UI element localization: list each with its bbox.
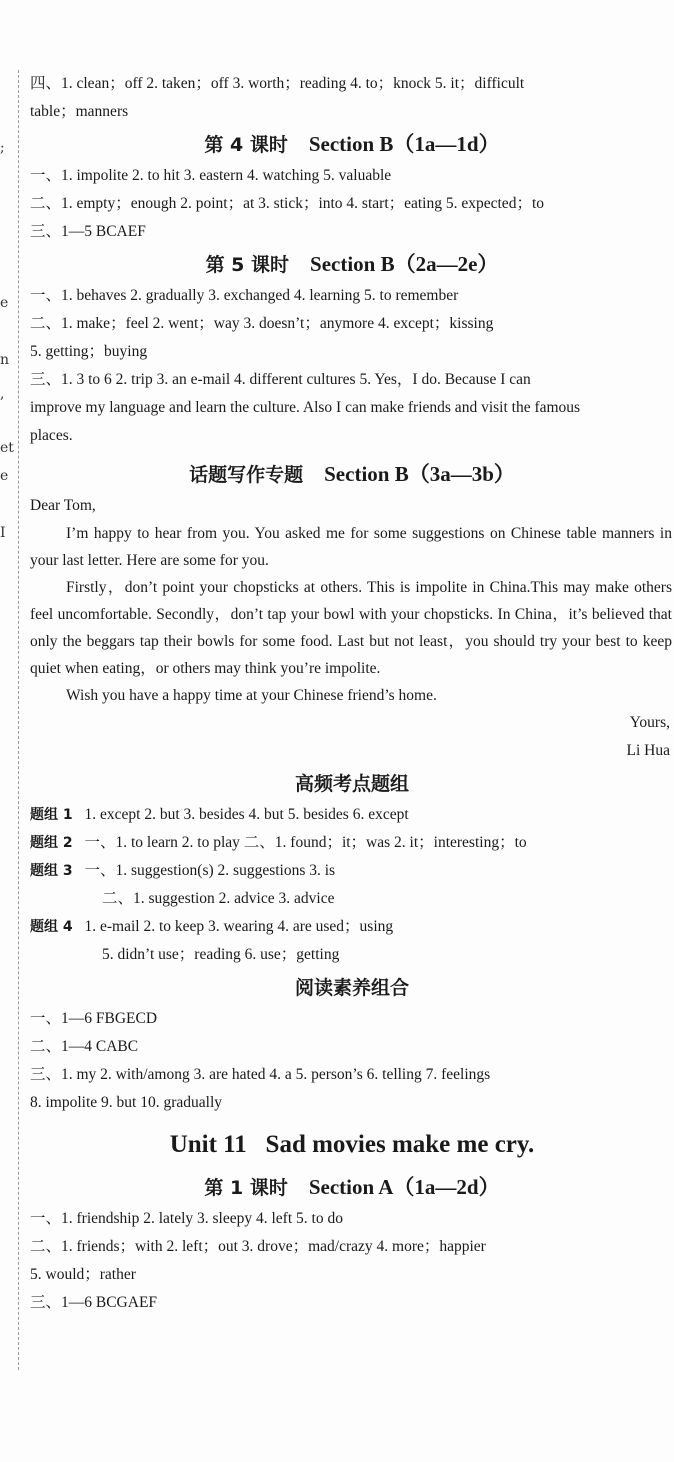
margin-fragment: I (0, 525, 6, 541)
group-label: 题组 2 (30, 835, 73, 851)
group-label: 题组 4 (30, 919, 73, 935)
high-freq-heading (30, 765, 674, 801)
letter-paragraph: Wish you have a happy time at your Chinese friend’s home. (66, 687, 437, 704)
letter-signature: Li Hua (626, 742, 670, 759)
lesson5-heading (30, 246, 674, 282)
answer-line: improve my language and learn the culture. Also I can make friends and visit the famous (30, 399, 581, 416)
unit11-lesson1-heading-en: Section A（1a—2d） (308, 1175, 500, 1199)
answer-line: 一、1—6 FBGECD (30, 1010, 158, 1027)
lesson4-heading-en: Section B（1a—1d） (308, 132, 500, 156)
lesson4-heading-cn: 第 4 课时 (204, 134, 288, 156)
writing-heading (30, 456, 674, 492)
answer-line: 一、1. behaves 2. gradually 3. exchanged 4. learning 5. to remember (30, 287, 459, 304)
content-column (30, 70, 674, 1317)
unit11-title: Unit 11 Sad movies make me cry. (169, 1131, 535, 1158)
answer-line: 三、1. 3 to 6 2. trip 3. an e-mail 4. different cultures 5. Yes，I do. Because I can (30, 371, 531, 388)
answer-line: 二、1. empty；enough 2. point；at 3. stick；into 4. start；eating 5. expected；to (30, 195, 544, 212)
writing-heading-cn: 话题写作专题 (189, 464, 304, 486)
unit11-lesson1-heading (30, 1169, 674, 1205)
question-group-line (30, 829, 674, 857)
group-label: 题组 1 (30, 807, 73, 823)
margin-fragment: e (0, 295, 9, 311)
unit11-lesson1-heading-cn: 第 1 课时 (204, 1177, 288, 1199)
lesson5-heading-cn: 第 5 课时 (205, 254, 290, 276)
group-answers: 1. except 2. but 3. besides 4. but 5. besides 6. except (84, 806, 409, 823)
answer-line: 一、1. friendship 2. lately 3. sleepy 4. left 5. to do (30, 1210, 343, 1227)
answer-line: 四、1. clean；off 2. taken；off 3. worth；reading 4. to；knock 5. it；difficult (30, 75, 525, 92)
question-group-line (30, 801, 674, 829)
group-answers: 一、1. to learn 2. to play 二、1. found；it；was 2. it；interesting；to (84, 834, 527, 851)
group-answers: 1. e-mail 2. to keep 3. wearing 4. are used；using (84, 918, 394, 935)
answer-line: 5. would；rather (30, 1266, 136, 1283)
margin-fragment: ; (0, 140, 5, 156)
margin-fragment: et (0, 440, 14, 456)
answer-line: places. (30, 427, 73, 444)
letter-closing: Yours, (629, 714, 670, 731)
answer-line: 二、1—4 CABC (30, 1038, 139, 1055)
writing-heading-en: Section B（3a—3b） (324, 462, 515, 486)
group-answers: 一、1. suggestion(s) 2. suggestions 3. is (84, 862, 336, 879)
left-margin-fragments (0, 0, 14, 1462)
question-group-line (30, 857, 674, 885)
question-group-line: 二、1. suggestion 2. advice 3. advice (102, 890, 335, 907)
margin-fragment: n (0, 352, 10, 368)
answer-line: 8. impolite 9. but 10. gradually (30, 1094, 223, 1111)
lesson5-heading-en: Section B（2a—2e） (310, 252, 499, 276)
group-label: 题组 3 (30, 863, 73, 879)
answer-line: 一、1. impolite 2. to hit 3. eastern 4. watching 5. valuable (30, 167, 392, 184)
letter-salutation: Dear Tom, (30, 497, 96, 514)
question-group-line: 5. didn’t use；reading 6. use；getting (102, 946, 340, 963)
letter-paragraph: I’m happy to hear from you. You asked me for some suggestions on Chinese table manners in your last letter. Here are some for you. (30, 525, 672, 569)
lesson4-heading (30, 126, 674, 162)
answer-line: table；manners (30, 103, 129, 120)
answer-line: 三、1—6 BCGAEF (30, 1294, 158, 1311)
reading-heading-text: 阅读素养组合 (294, 977, 409, 999)
letter-paragraph: Firstly，don’t point your chopsticks at others. This is impolite in China.This may make others feel uncomfortable. Secondly，don’t tap your bowl with your chopsticks. In China，it’s believed that only the beggars tap their bowls for some food. Last but not least，you should try your best to keep quiet when eating，or others may think you’re impolite. (30, 579, 672, 677)
margin-fragment: e (0, 468, 9, 484)
binding-dashed-line (18, 70, 19, 1370)
answer-line: 5. getting；buying (30, 343, 148, 360)
high-freq-heading-text: 高频考点题组 (294, 773, 409, 795)
answer-line: 二、1. make；feel 2. went；way 3. doesn’t；anymore 4. except；kissing (30, 315, 494, 332)
question-group-line (30, 913, 674, 941)
answer-line: 三、1—5 BCAEF (30, 223, 146, 240)
answer-line: 二、1. friends；with 2. left；out 3. drove；mad/crazy 4. more；happier (30, 1238, 486, 1255)
reading-heading (30, 969, 674, 1005)
answer-line: 三、1. my 2. with/among 3. are hated 4. a 5. person’s 6. telling 7. feelings (30, 1066, 491, 1083)
margin-fragment: , (0, 386, 5, 402)
